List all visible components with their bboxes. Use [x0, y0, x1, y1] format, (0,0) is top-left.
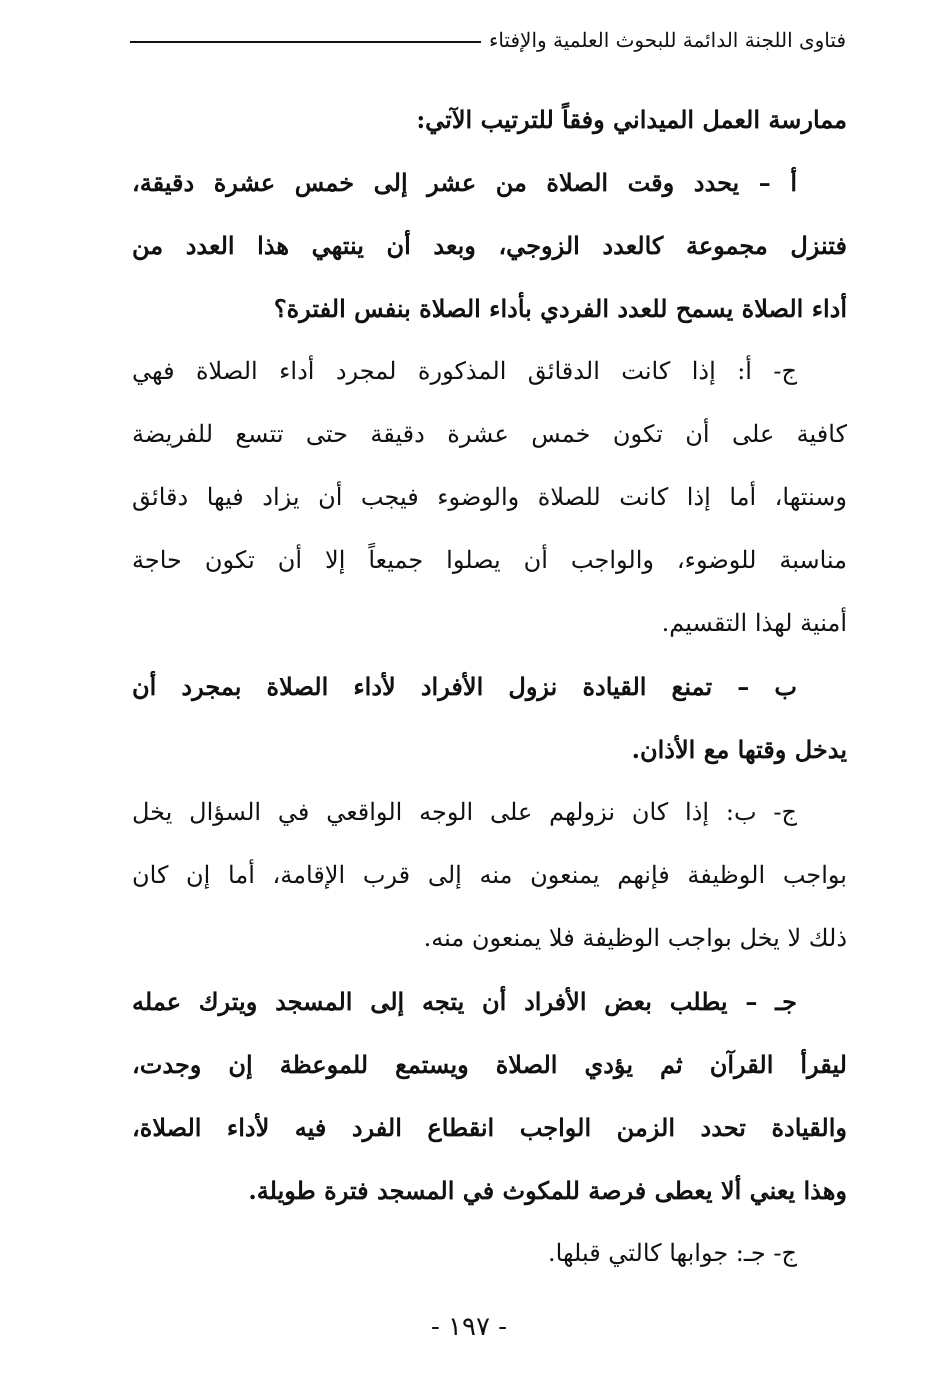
question-line: جـ – يطلب بعض الأفراد أن يتجه إلى المسجد ويترك عمله	[132, 987, 797, 1016]
answer-line: بواجب الوظيفة فإنهم يمنعون منه إلى قرب الإقامة، أما إن كان	[132, 861, 847, 889]
question-line: ليقرأ القرآن ثم يؤدي الصلاة ويستمع للموعظة إن وجدت،	[132, 1050, 847, 1079]
answer-line: ج- ب: إذا كان نزولهم على الوجه الواقعي في السؤال يخل	[132, 798, 797, 826]
question-line: ممارسة العمل الميداني وفقاً للترتيب الآتي:	[416, 105, 847, 134]
answer-line: ج- جـ: جوابها كالتي قبلها.	[548, 1239, 797, 1267]
answer-line: ذلك لا يخل بواجب الوظيفة فلا يمنعون منه.	[423, 924, 847, 952]
question-line: أ – يحدد وقت الصلاة من عشر إلى خمس عشرة دقيقة،	[132, 168, 797, 197]
question-line: وهذا يعني ألا يعطى فرصة للمكوث في المسجد فترة طويلة.	[248, 1176, 847, 1205]
question-line: يدخل وقتها مع الأذان.	[631, 735, 847, 764]
answer-line: مناسبة للوضوء، والواجب أن يصلوا جميعاً إلا أن تكون حاجة	[132, 546, 847, 574]
header-title: فتاوى اللجنة الدائمة للبحوث العلمية والإفتاء	[488, 28, 846, 52]
answer-line: كافية على أن تكون خمس عشرة دقيقة حتى تتسع للفريضة	[132, 420, 847, 448]
question-line: فتنزل مجموعة كالعدد الزوجي، وبعد أن ينتهي هذا العدد من	[132, 231, 847, 260]
question-line: أداء الصلاة يسمح للعدد الفردي بأداء الصلاة بنفس الفترة؟	[273, 294, 847, 323]
running-header	[130, 28, 846, 52]
answer-line: ج- أ: إذا كانت الدقائق المذكورة لمجرد أداء الصلاة فهي	[132, 357, 797, 385]
question-line: ب – تمنع القيادة نزول الأفراد لأداء الصلاة بمجرد أن	[132, 672, 797, 701]
page-number: - ١٩٧ -	[430, 1312, 508, 1342]
question-line: والقيادة تحدد الزمن الواجب انقطاع الفرد فيه لأداء الصلاة،	[132, 1113, 847, 1142]
answer-line: أمنية لهذا التقسيم.	[661, 609, 847, 637]
answer-line: وسنتها، أما إذا كانت للصلاة والوضوء فيجب أن يزاد فيها دقائق	[132, 483, 847, 511]
header-rule	[130, 41, 481, 43]
body-text	[132, 88, 847, 1285]
